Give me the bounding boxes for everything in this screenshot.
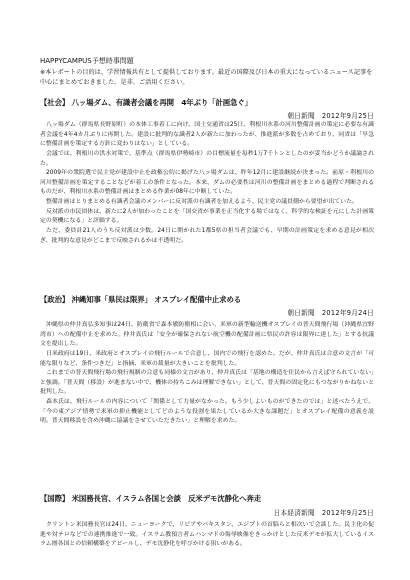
- article-2-headline: 【政治】 沖縄知事「県民は限界」 オスプレイ配備中止求める: [40, 295, 242, 304]
- paragraph: 整備計画はとりまとめる有識者会議のメンバーに反対派の有識者を加えるよう、民主党の議員側から要望が出ていた。: [46, 199, 358, 205]
- article-2-source: 朝日新聞 2012年9月24日: [287, 309, 374, 317]
- paragraph: 日米政府は19日、米政府とオスプレイの飛行ルールで合意し、国内での飛行を認めた。だが、仲井真氏は合意の文言が「可能な限りなど、条件つきだ」と指摘、米軍の裁量が大きいことを批判した。: [40, 350, 374, 367]
- paragraph: ただ、委員計21人のうち反対派は少数。24日に開かれた1都5県の担当者会議でも、早期の計画策定を求める意見が相次ぎ、批判的な意見がどこまで反映されるかは不透明だ。: [40, 227, 374, 244]
- paragraph: 2009年の衆院選で民主党が建設中止を政権公約に掲げた八ッ場ダムは、昨年12月に建設継続が決まった。前原・利根川の河川整備計画を策定することなどが着工の条件となった。本来、ダムの必要性は河川の整備計画をまとめる過程で判断されるものだが、利根川水系の整備計画はまとめる作業が08年に中断していた。: [40, 170, 374, 196]
- paragraph: 沖縄県の仲井真弘多知事は24日、防衛省で森本敏防衛相に会い、米軍の新型輸送機オスプレイの普天間飛行場（沖縄県宜野湾市）への配備中止を求めた。仲井真氏は「安全が確保されない航空機の配備計画に県民の許容は限界に達した」とする抗議文を提出した。: [40, 322, 374, 348]
- article-1-headline: 【社会】 八ッ場ダム、有識者会議を再開 4年ぶり「計画急ぐ」: [40, 98, 252, 107]
- paragraph: 会議では、利根川の洪水対策で、基準点（群馬県伊勢崎市）の目標流量を毎秒1万7千トンとしたのが妥当かどうか議論された。: [40, 150, 374, 167]
- paragraph: クリントン米国務長官は24日、ニューヨークで、リビアやパキスタン、エジプトの首脳らと相次いで会談した。民主化の促進や対テロなどでの連携推進で一致。イスラム教預言者ムハンマドの侮辱映像をきっかけとした反米デモが拡大しているイスラム圏各国との信頼構築をアピールし、デモ沈静化を呼びかける狙いがある。: [40, 522, 374, 548]
- article-3-body: [40, 521, 374, 550]
- paragraph: 森本氏は、飛行ルールの内容について「関係として力量がなかった。もう少しよいものができたのでは」と述べたうえで、「今の東アジア情勢で米軍の抑止機能としてどのような役割を果たしているか大きな課題だ」とオスプレイ配備の意義を説明。普天間移設を含め沖縄に協議をさせていただきたい」と理解を求めた。: [40, 399, 374, 425]
- paragraph: これまでの普天間飛行場の飛行規制の合意も同様の文言があり、仲井真氏は「基地の構造を住民から言えば守られていない」と強調。「普天間（移設）が進まない中で、機体の持ちこみは理解できない」として、普天間の固定化にもつながりかねないと批判した。: [40, 370, 374, 396]
- article-1-body: [40, 121, 374, 246]
- document-title: HAPPYCAMPUS予想時事問題: [40, 57, 134, 65]
- article-3-headline: 【国際】 米国務長官、イスラム各国と会談 反米デモ沈静化へ奔走: [40, 494, 262, 503]
- article-2-body: [40, 321, 374, 427]
- article-1-source: 朝日新聞 2012年9月25日: [287, 112, 374, 120]
- article-3-source: 日本経済新聞 2012年9月25日: [273, 509, 374, 517]
- paragraph: 八ッ場ダム（群馬県長野原町）の本体工事着工に向け、国土交通省は25日、利根川水系の河川整備計画の策定に必要な有識者会議を4年4カ月ぶりに再開した。建設に批判的な識者2人が新たに加わったが、推進派が多数を占めており、同省は「早急に整備計画を策定する方針に変わりはない」としている。: [40, 122, 374, 148]
- paragraph: 反対派の市民団体は、新たに2人が加わったことを「国交省が事業を正当化する場ではなく、科学的な検証を元にした計画策定の契機になる」と評価する。: [40, 208, 374, 225]
- disclaimer-note: ※本レポートの目的は、学習情報共有として提供しております。最近の国際及び日本の重大になっているニュース記事を中心にまとめておきました。是非、ご活用ください。: [40, 69, 373, 86]
